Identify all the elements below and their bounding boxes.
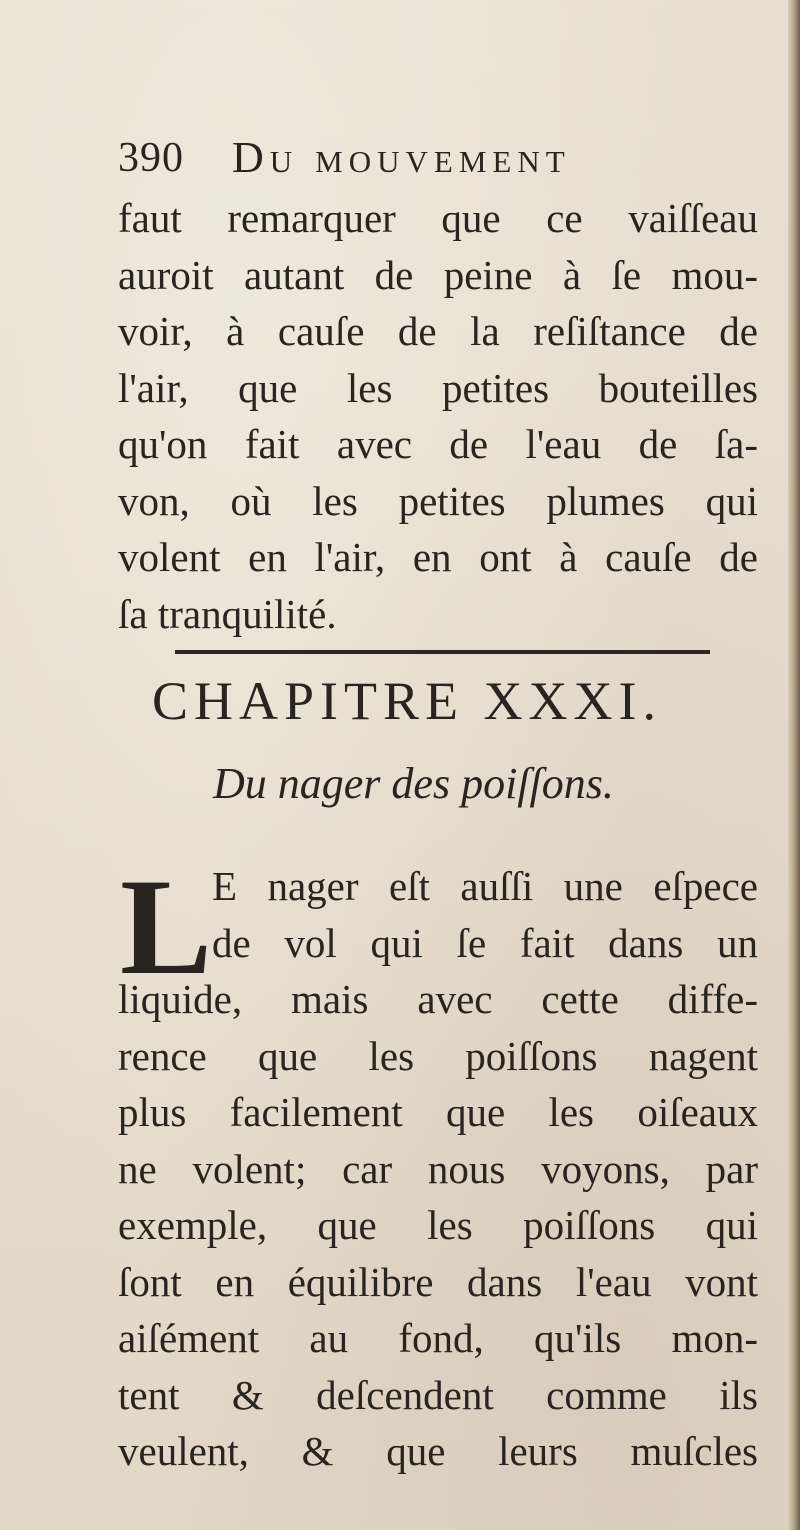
text-line: ne volent; car nous voyons, par — [118, 1145, 758, 1192]
text-line: exemple, que les poiſſons qui — [118, 1202, 758, 1248]
text-line: auroit autant de peine à ſe mou- — [118, 251, 758, 298]
chapter-divider-rule — [175, 650, 710, 654]
chapter-body-paragraph — [118, 850, 758, 1480]
text-line: aiſément au fond, qu'ils mon- — [118, 1315, 758, 1361]
text-line: E nager eſt auſſi une eſpece — [212, 863, 758, 909]
chapter-subtitle: Du nager des poiſſons. — [213, 759, 614, 808]
text-line: liquide, mais avec cette diffe- — [118, 976, 758, 1022]
text-line: veulent, & que leurs muſcles — [118, 1428, 758, 1474]
page-number: 390 — [118, 135, 184, 181]
text-line: ſont en équilibre dans l'eau vont — [118, 1258, 758, 1305]
text-line: voir, à cauſe de la reſiſtance de — [118, 308, 758, 354]
page-header — [118, 132, 718, 192]
text-line: l'air, que les petites bouteilles — [118, 364, 758, 411]
drop-cap: L — [120, 850, 213, 1003]
text-line: tent & deſcendent comme ils — [118, 1371, 758, 1418]
continuation-paragraph — [118, 190, 758, 642]
text-line: qu'on fait avec de l'eau de ſa- — [118, 421, 758, 467]
text-line: von, où les petites plumes qui — [118, 477, 758, 524]
text-line: ſa tranquilité. — [118, 590, 337, 637]
text-line: faut remarquer que ce vaiſſeau — [118, 195, 758, 241]
page-edge-shadow — [788, 0, 800, 1530]
text-line: volent en l'air, en ont à cauſe de — [118, 534, 758, 580]
text-line: de vol qui ſe fait dans un — [212, 919, 758, 966]
text-line: plus facilement que les oiſeaux — [118, 1089, 758, 1135]
text-line: rence que les poiſſons nagent — [118, 1032, 758, 1079]
running-head: Du mouvement — [232, 133, 571, 182]
chapter-title: CHAPITRE XXXI. — [152, 671, 662, 731]
